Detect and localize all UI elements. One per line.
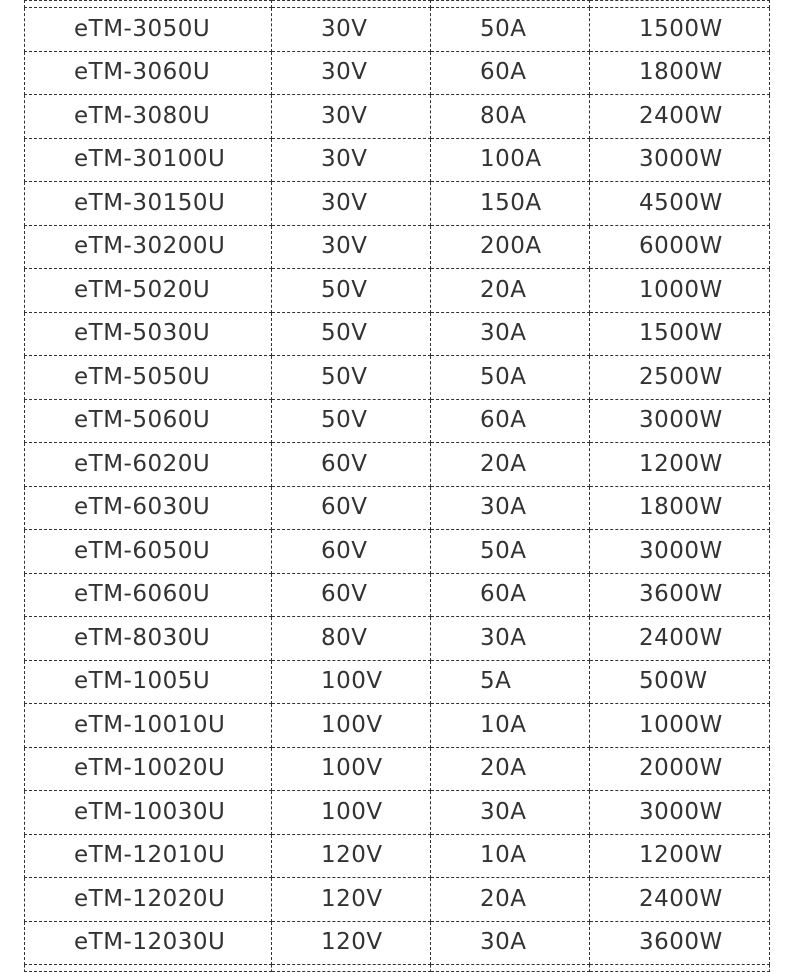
current-cell: 30A bbox=[431, 486, 590, 530]
current-cell: 200A bbox=[431, 225, 590, 269]
voltage-cell: 30V bbox=[272, 138, 431, 182]
voltage-cell: 30V bbox=[272, 51, 431, 95]
model-cell: eTM-5060U bbox=[25, 399, 272, 443]
current-cell: 30A bbox=[431, 312, 590, 356]
model-cell: eTM-12020U bbox=[25, 878, 272, 922]
model-cell: eTM-10030U bbox=[25, 791, 272, 835]
current-cell: 10A bbox=[431, 834, 590, 878]
model-cell: eTM-8030U bbox=[25, 617, 272, 661]
power-cell: 3000W bbox=[590, 530, 770, 574]
current-cell: 50A bbox=[431, 530, 590, 574]
voltage-cell: 60V bbox=[272, 443, 431, 487]
power-cell: 3000W bbox=[590, 399, 770, 443]
power-cell: 1500W bbox=[590, 8, 770, 52]
current-cell: 50A bbox=[431, 8, 590, 52]
power-cell: 2400W bbox=[590, 617, 770, 661]
model-cell: eTM-10020U bbox=[25, 747, 272, 791]
voltage-cell: 30V bbox=[272, 182, 431, 226]
table-row bbox=[25, 312, 770, 356]
voltage-cell: 50V bbox=[272, 269, 431, 313]
table-row bbox=[25, 791, 770, 835]
current-cell: 30A bbox=[431, 617, 590, 661]
voltage-cell: 30V bbox=[272, 95, 431, 139]
power-cell: 1200W bbox=[590, 443, 770, 487]
power-cell: 1200W bbox=[590, 834, 770, 878]
power-cell: 1800W bbox=[590, 51, 770, 95]
model-cell: eTM-6060U bbox=[25, 573, 272, 617]
current-cell: 80A bbox=[431, 95, 590, 139]
power-cell: 6000W bbox=[590, 225, 770, 269]
model-cell: eTM-30100U bbox=[25, 138, 272, 182]
table-row bbox=[25, 51, 770, 95]
model-cell: eTM-30200U bbox=[25, 225, 272, 269]
model-cell: eTM-6050U bbox=[25, 530, 272, 574]
model-cell: eTM-3060U bbox=[25, 51, 272, 95]
voltage-cell: 60V bbox=[272, 530, 431, 574]
table-row bbox=[25, 617, 770, 661]
voltage-cell: 120V bbox=[272, 834, 431, 878]
table-row bbox=[25, 834, 770, 878]
table-row-partial-top bbox=[25, 1, 770, 8]
model-cell: eTM-30150U bbox=[25, 182, 272, 226]
table-row bbox=[25, 530, 770, 574]
power-cell: 4500W bbox=[590, 182, 770, 226]
voltage-cell: 30V bbox=[272, 225, 431, 269]
table-row bbox=[25, 486, 770, 530]
model-cell: eTM-3080U bbox=[25, 95, 272, 139]
voltage-cell: 30V bbox=[272, 8, 431, 52]
voltage-cell: 60V bbox=[272, 573, 431, 617]
power-cell: 2400W bbox=[590, 95, 770, 139]
table-row bbox=[25, 356, 770, 400]
table-row bbox=[25, 704, 770, 748]
table-row bbox=[25, 921, 770, 965]
voltage-cell: 100V bbox=[272, 791, 431, 835]
power-cell: 3600W bbox=[590, 921, 770, 965]
table-row bbox=[25, 225, 770, 269]
model-cell: eTM-6030U bbox=[25, 486, 272, 530]
table-row bbox=[25, 573, 770, 617]
model-cell: eTM-5020U bbox=[25, 269, 272, 313]
voltage-cell: 100V bbox=[272, 704, 431, 748]
table-row-partial-bottom bbox=[25, 965, 770, 972]
current-cell: 60A bbox=[431, 51, 590, 95]
current-cell: 20A bbox=[431, 878, 590, 922]
current-cell: 30A bbox=[431, 791, 590, 835]
table-row bbox=[25, 747, 770, 791]
voltage-cell: 60V bbox=[272, 486, 431, 530]
table-row bbox=[25, 182, 770, 226]
table-row bbox=[25, 660, 770, 704]
table-row bbox=[25, 399, 770, 443]
power-cell: 3000W bbox=[590, 138, 770, 182]
current-cell: 20A bbox=[431, 747, 590, 791]
model-cell: eTM-10010U bbox=[25, 704, 272, 748]
voltage-cell: 120V bbox=[272, 921, 431, 965]
voltage-cell: 50V bbox=[272, 356, 431, 400]
current-cell: 50A bbox=[431, 356, 590, 400]
table-row bbox=[25, 8, 770, 52]
power-cell: 500W bbox=[590, 660, 770, 704]
voltage-cell: 50V bbox=[272, 399, 431, 443]
power-cell: 2500W bbox=[590, 356, 770, 400]
model-cell: eTM-5050U bbox=[25, 356, 272, 400]
current-cell: 10A bbox=[431, 704, 590, 748]
model-cell: eTM-6020U bbox=[25, 443, 272, 487]
voltage-cell: 50V bbox=[272, 312, 431, 356]
table-row bbox=[25, 95, 770, 139]
current-cell: 30A bbox=[431, 921, 590, 965]
model-cell: eTM-12030U bbox=[25, 921, 272, 965]
model-cell: eTM-12010U bbox=[25, 834, 272, 878]
current-cell: 20A bbox=[431, 443, 590, 487]
current-cell: 60A bbox=[431, 573, 590, 617]
current-cell: 60A bbox=[431, 399, 590, 443]
power-cell: 2400W bbox=[590, 878, 770, 922]
voltage-cell: 120V bbox=[272, 878, 431, 922]
table-row bbox=[25, 443, 770, 487]
current-cell: 20A bbox=[431, 269, 590, 313]
table-row bbox=[25, 878, 770, 922]
spec-table bbox=[24, 0, 770, 972]
power-cell: 2000W bbox=[590, 747, 770, 791]
table-row bbox=[25, 138, 770, 182]
spec-table-body bbox=[25, 1, 770, 972]
power-cell: 1500W bbox=[590, 312, 770, 356]
model-cell: eTM-5030U bbox=[25, 312, 272, 356]
power-cell: 1000W bbox=[590, 269, 770, 313]
current-cell: 100A bbox=[431, 138, 590, 182]
power-cell: 1000W bbox=[590, 704, 770, 748]
voltage-cell: 80V bbox=[272, 617, 431, 661]
model-cell: eTM-3050U bbox=[25, 8, 272, 52]
table-row bbox=[25, 269, 770, 313]
voltage-cell: 100V bbox=[272, 747, 431, 791]
power-cell: 3600W bbox=[590, 573, 770, 617]
voltage-cell: 100V bbox=[272, 660, 431, 704]
current-cell: 150A bbox=[431, 182, 590, 226]
current-cell: 5A bbox=[431, 660, 590, 704]
power-cell: 1800W bbox=[590, 486, 770, 530]
power-cell: 3000W bbox=[590, 791, 770, 835]
model-cell: eTM-1005U bbox=[25, 660, 272, 704]
